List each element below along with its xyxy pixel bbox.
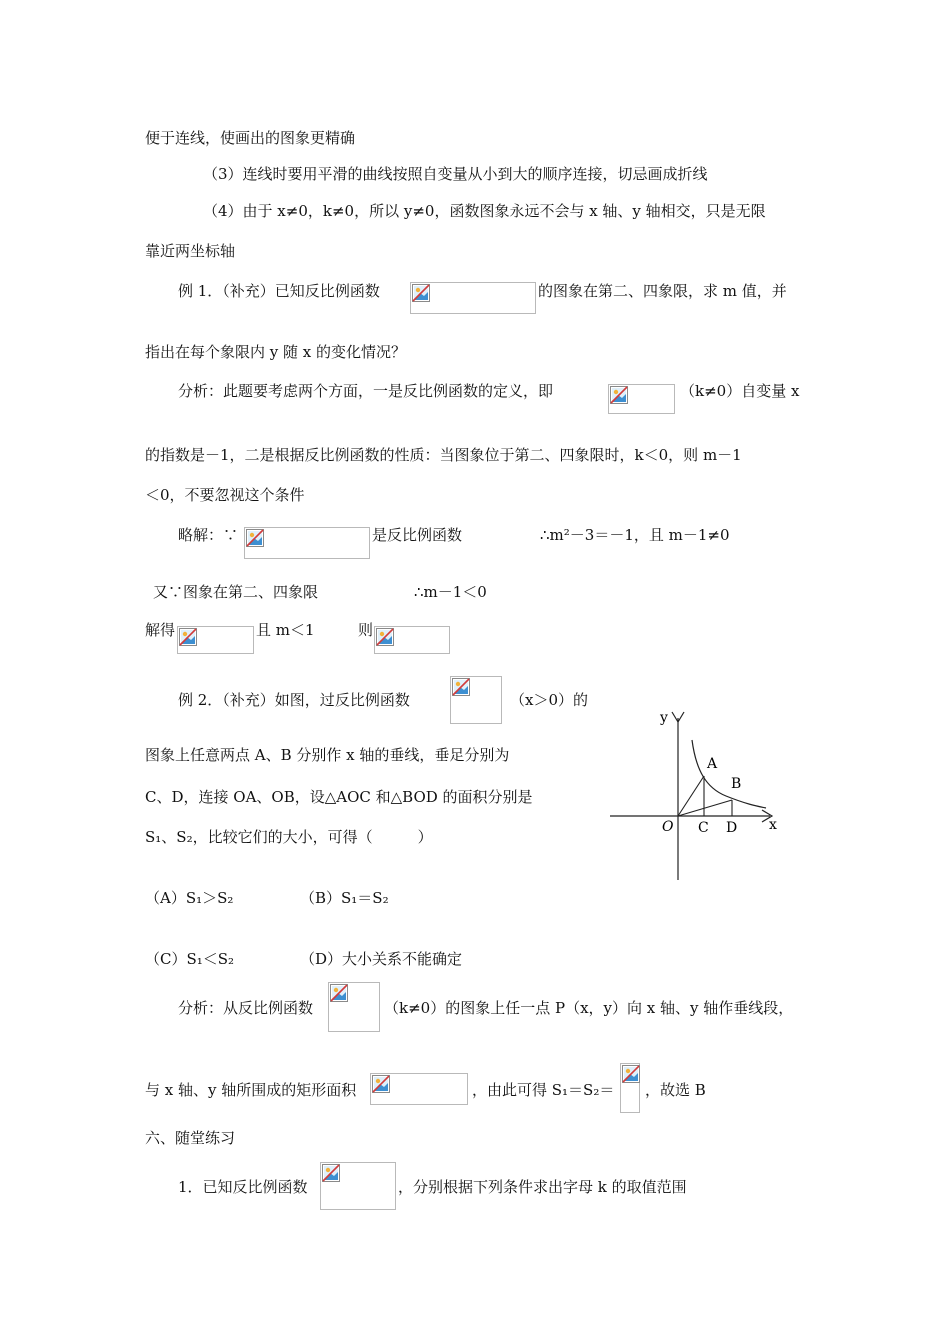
text-line: 是反比例函数 [372,526,463,544]
practice-item-1: 1．已知反比例函数 [178,1178,308,1196]
text-line: （x＞0）的 [510,691,589,709]
text-line: （3）连线时要用平滑的曲线按照自变量从小到大的顺序连接，切忌画成折线 [203,165,708,183]
broken-image-icon [622,1065,640,1083]
text-line: ，故选 B [645,1081,706,1099]
text-line: 的图象在第二、四象限，求 m 值，并 [538,282,787,300]
hyperbola-curve [692,740,766,808]
broken-image-icon [322,1164,340,1182]
formula-image [370,1073,468,1105]
text-line: 靠近两坐标轴 [145,242,236,260]
section-heading: 六、随堂练习 [145,1129,236,1147]
broken-image-icon [330,984,348,1002]
text-line: （k≠0）的图象上任一点 P（x，y）向 x 轴、y 轴作垂线段， [384,999,794,1017]
broken-image-icon [412,284,430,302]
option-d: （D）大小关系不能确定 [300,950,463,968]
text-line: （4）由于 x≠0，k≠0，所以 y≠0，函数图象永远不会与 x 轴、y 轴相交，只是无限 [203,202,766,220]
label-a: A [707,756,718,772]
broken-image-icon [376,628,394,646]
segment-ob [678,800,732,816]
formula-image [320,1162,396,1210]
text-line: 解得 [145,621,176,639]
formula-image [410,282,536,314]
formula-image [608,384,675,414]
text-line: 又∵图象在第二、四象限 [153,583,319,601]
text-line: C、D，连接 OA、OB，设△AOC 和△BOD 的面积分别是 [145,788,533,806]
label-d: D [726,820,738,836]
text-line: ∴m－1＜0 [414,583,487,601]
text-line: ∴m²－3＝－1，且 m－1≠0 [540,526,730,544]
formula-image [177,626,254,654]
text-line: ，由此可得 S₁＝S₂＝ [472,1081,615,1099]
formula-image [620,1063,640,1113]
formula-image [450,676,502,724]
example-1-title: 例 1．（补充）已知反比例函数 [178,282,380,300]
text-line: 与 x 轴、y 轴所围成的矩形面积 [145,1081,357,1099]
formula-image [374,626,450,654]
solution-label: 略解：∵ [178,526,239,544]
broken-image-icon [179,628,197,646]
analysis-text: 分析：从反比例函数 [178,999,314,1017]
text-line: 且 m＜1 [256,621,315,639]
formula-image [244,527,370,559]
text-line: 则 [358,621,374,639]
text-line: 的指数是－1，二是根据反比例函数的性质：当图象位于第二、四象限时，k＜0，则 m－1 [145,446,742,464]
broken-image-icon [372,1075,390,1093]
label-b: B [731,776,742,792]
broken-image-icon [452,678,470,696]
option-c: （C）S₁＜S₂ [145,950,235,968]
example-2-title: 例 2．（补充）如图，过反比例函数 [178,691,410,709]
text-line: 指出在每个象限内 y 随 x 的变化情况？ [145,343,407,361]
inverse-function-graph [606,700,790,886]
analysis-text: 分析：此题要考虑两个方面，一是反比例函数的定义，即 [178,382,554,400]
option-b: （B）S₁＝S₂ [300,889,389,907]
option-a: （A）S₁＞S₂ [145,889,234,907]
text-line: ，分别根据下列条件求出字母 k 的取值范围 [398,1178,687,1196]
text-line: （k≠0）自变量 x [680,382,800,400]
label-x: x [769,817,777,833]
label-o: O [662,819,674,835]
text-line: ＜0，不要忽视这个条件 [145,486,305,504]
label-c: C [698,820,709,836]
broken-image-icon [610,386,628,404]
broken-image-icon [246,529,264,547]
label-y: y [660,710,668,726]
text-line: 便于连线，使画出的图象更精确 [145,129,356,147]
text-line: S₁、S₂，比较它们的大小，可得（ ） [145,828,433,846]
text-line: 图象上任意两点 A、B 分别作 x 轴的垂线，垂足分别为 [145,746,510,764]
formula-image [328,982,380,1032]
